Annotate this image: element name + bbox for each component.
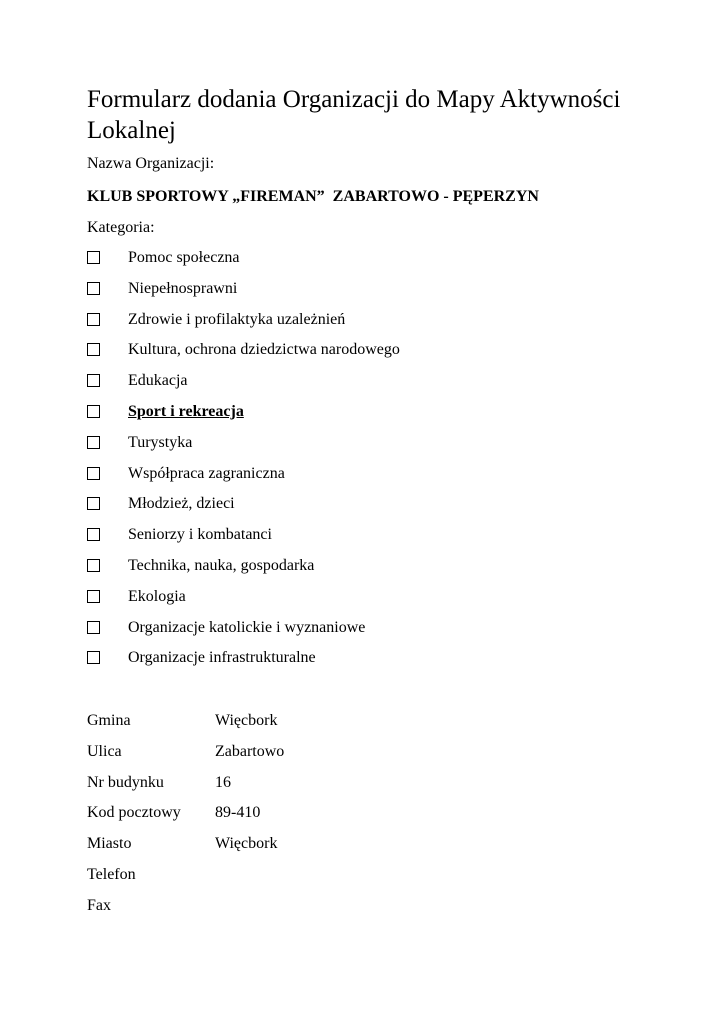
checkbox-icon[interactable] <box>87 313 100 326</box>
category-label-text: Technika, nauka, gospodarka <box>128 556 315 574</box>
address-key: Fax <box>87 896 111 914</box>
category-item[interactable] <box>87 618 400 649</box>
organization-name-label: Nazwa Organizacji: <box>87 155 215 172</box>
category-label-text: Pomoc społeczna <box>128 249 240 266</box>
category-item[interactable] <box>87 433 400 464</box>
checkbox-icon[interactable] <box>87 559 100 572</box>
address-row <box>87 865 284 896</box>
category-label-text: Kultura, ochrona dziedzictwa narodowego <box>128 341 400 359</box>
category-item[interactable] <box>87 648 400 679</box>
category-item[interactable] <box>87 340 400 371</box>
checkbox-icon[interactable] <box>87 528 100 541</box>
address-key: Nr budynku <box>87 773 164 791</box>
organization-name: KLUB SPORTOWY „FIREMAN” ZABARTOWO - PĘPERZYN <box>87 188 539 205</box>
category-item[interactable] <box>87 248 400 279</box>
address-row <box>87 896 284 927</box>
category-item[interactable] <box>87 494 400 525</box>
category-label: Kategoria: <box>87 219 155 236</box>
address-key: Miasto <box>87 835 132 853</box>
address-value: 16 <box>215 773 231 791</box>
address-row <box>87 834 284 865</box>
category-label-text: Ekologia <box>128 587 186 605</box>
checkbox-icon[interactable] <box>87 282 100 295</box>
checkbox-icon[interactable] <box>87 590 100 603</box>
category-item[interactable] <box>87 525 400 556</box>
category-label-text: Młodzież, dzieci <box>128 495 235 513</box>
checkbox-icon[interactable] <box>87 374 100 387</box>
address-row <box>87 742 284 773</box>
address-value: Więcbork <box>215 835 278 853</box>
category-item[interactable] <box>87 279 400 310</box>
category-label-text: Organizacje infrastrukturalne <box>128 649 316 667</box>
checkbox-icon[interactable] <box>87 405 100 418</box>
address-key: Ulica <box>87 742 122 760</box>
category-item[interactable] <box>87 587 400 618</box>
address-key: Gmina <box>87 712 131 729</box>
category-label-text: Współpraca zagraniczna <box>128 464 285 482</box>
checkbox-icon[interactable] <box>87 651 100 664</box>
address-row <box>87 711 284 742</box>
address-row <box>87 773 284 804</box>
address-value: 89-410 <box>215 804 261 822</box>
document-title: Formularz dodania Organizacji do Mapy Aktywności Lokalnej <box>87 86 621 144</box>
checkbox-icon[interactable] <box>87 436 100 449</box>
category-label-text: Zdrowie i profilaktyka uzależnień <box>128 310 346 328</box>
address-row <box>87 803 284 834</box>
category-label-text: Seniorzy i kombatanci <box>128 526 272 544</box>
category-label-text: Niepełnosprawni <box>128 279 238 297</box>
checkbox-icon[interactable] <box>87 467 100 480</box>
address-value: Więcbork <box>215 712 278 729</box>
address-key: Telefon <box>87 865 136 883</box>
address-key: Kod pocztowy <box>87 804 181 822</box>
category-label-text: Sport i rekreacja <box>128 402 244 420</box>
address-value: Zabartowo <box>215 742 285 760</box>
checkbox-icon[interactable] <box>87 497 100 510</box>
category-label-text: Turystyka <box>128 433 193 451</box>
category-item[interactable] <box>87 464 400 495</box>
checkbox-icon[interactable] <box>87 621 100 634</box>
category-item[interactable] <box>87 556 400 587</box>
category-item[interactable] <box>87 371 400 402</box>
category-item[interactable] <box>87 402 400 433</box>
checkbox-icon[interactable] <box>87 343 100 356</box>
checkbox-icon[interactable] <box>87 251 100 264</box>
category-label-text: Edukacja <box>128 372 188 390</box>
category-label-text: Organizacje katolickie i wyznaniowe <box>128 618 366 636</box>
category-list <box>87 248 400 679</box>
address-table <box>87 711 284 927</box>
category-item[interactable] <box>87 310 400 341</box>
